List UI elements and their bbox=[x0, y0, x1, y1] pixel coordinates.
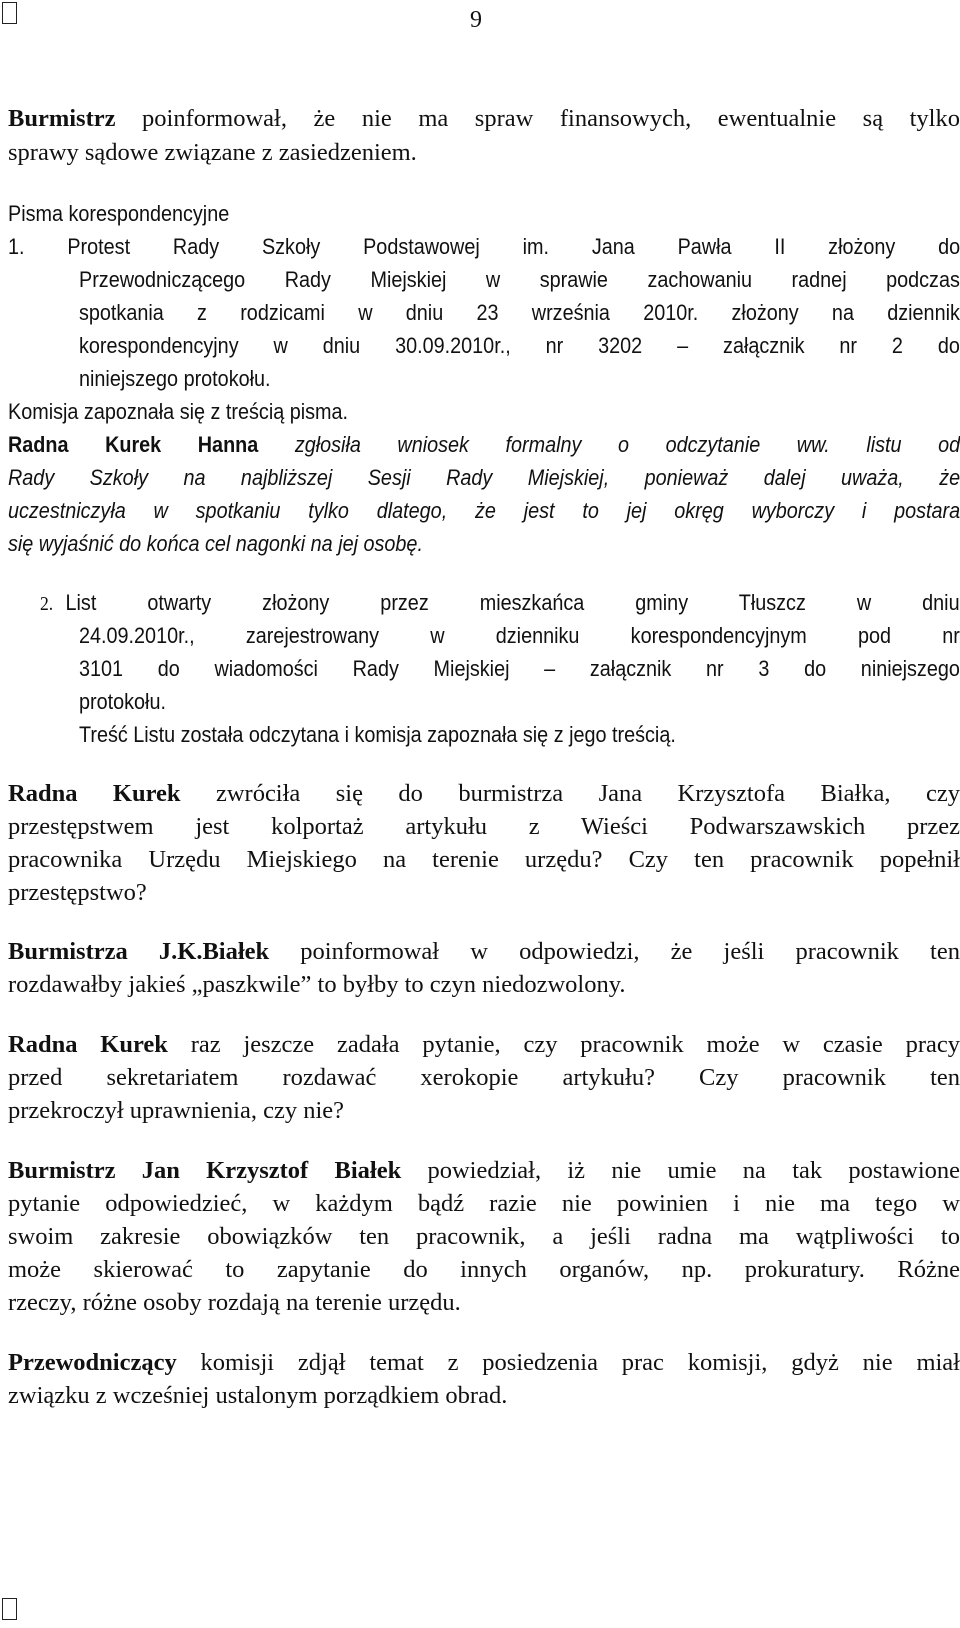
paragraph-text: poinformował, że nie ma spraw finansowych, ewentualnie są tylko bbox=[115, 105, 960, 132]
speaker-name: Radna Kurek bbox=[8, 1031, 168, 1058]
paragraph-text: zwróciła się do burmistrza Jana Krzysztofa Białka, czy bbox=[180, 780, 960, 807]
speaker-name: Burmistrza J.K.Białek bbox=[8, 938, 270, 965]
paragraph-line bbox=[8, 1154, 960, 1187]
speaker-name: Burmistrz bbox=[8, 105, 116, 132]
paragraph-line bbox=[8, 102, 960, 135]
speaker-name: Burmistrz Jan Krzysztof Białek bbox=[8, 1157, 402, 1184]
speaker-name: Przewodniczący bbox=[8, 1349, 177, 1376]
list-item-line: protokołu. bbox=[79, 689, 166, 714]
list-item-text: List otwarty złożony przez mieszkańca gminy Tłuszcz w dniu bbox=[65, 590, 960, 615]
list-item-line bbox=[40, 586, 960, 621]
list-item-line: Przewodniczącego Rady Miejskiej w sprawie zachowaniu radnej podczas bbox=[79, 267, 960, 292]
motion-text: Rady Szkoły na najbliższej Sesji Rady Miejskiej, ponieważ dalej uważa, że bbox=[8, 465, 960, 490]
paragraph-line: przed sekretariatem rozdawać xerokopie artykułu? Czy pracownik ten bbox=[8, 1064, 960, 1091]
motion-line bbox=[8, 527, 423, 560]
speaker-name: Radna Kurek bbox=[8, 780, 181, 807]
paragraph-line: rzeczy, różne osoby rozdają na terenie urzędu. bbox=[8, 1289, 461, 1316]
list-item-line: niniejszego protokołu. bbox=[79, 366, 271, 391]
motion-text: się wyjaśnić do końca cel nagonki na jej osobę. bbox=[8, 531, 423, 556]
paragraph-text: komisji zdjął temat z posiedzenia prac komisji, gdyż nie miał bbox=[176, 1349, 960, 1376]
paragraph-line bbox=[8, 1028, 960, 1061]
speaker-name: Radna Kurek Hanna bbox=[8, 432, 259, 457]
paragraph-line: pracownika Urzędu Miejskiego na terenie urzędu? Czy ten pracownik popełnił bbox=[8, 846, 960, 873]
list-item-line: spotkania z rodzicami w dniu 23 września 2010r. złożony na dziennik bbox=[79, 300, 960, 325]
motion-line bbox=[8, 428, 960, 461]
paragraph-line: może skierować to zapytanie do innych organów, np. prokuratury. Różne bbox=[8, 1256, 960, 1283]
paragraph-text: powiedział, iż nie umie na tak postawione bbox=[401, 1157, 960, 1184]
page-number: 9 bbox=[470, 7, 482, 33]
paragraph-line: przekroczył uprawnienia, czy nie? bbox=[8, 1097, 345, 1124]
list-item-line: korespondencyjny w dniu 30.09.2010r., nr 3202 – załącznik nr 2 do bbox=[79, 333, 960, 358]
paragraph-line bbox=[8, 777, 960, 810]
section-heading: Pisma korespondencyjne bbox=[8, 201, 230, 226]
paragraph-line: przestępstwem jest kolportaż artykułu z Wieści Podwarszawskich przez bbox=[8, 813, 960, 840]
motion-line bbox=[8, 461, 960, 494]
paragraph-text: poinformował w odpowiedzi, że jeśli pracownik ten bbox=[269, 938, 960, 965]
list-item-line: Treść Listu została odczytana i komisja zapoznała się z jego treścią. bbox=[79, 722, 676, 747]
paragraph-line: swoim zakresie obowiązków ten pracownik, a jeśli radna ma wątpliwości to bbox=[8, 1223, 960, 1250]
commission-note: Komisja zapoznała się z treścią pisma. bbox=[8, 399, 349, 424]
paragraph-line: związku z wcześniej ustalonym porządkiem obrad. bbox=[8, 1382, 508, 1409]
motion-text: zgłosiła wniosek formalny o odczytanie ww. listu od bbox=[258, 432, 960, 457]
motion-text: uczestniczyła w spotkaniu tylko dlatego, że jest to jej okręg wyborczy i postara bbox=[8, 498, 960, 523]
list-item-line: 3101 do wiadomości Rady Miejskiej – załącznik nr 3 do niniejszego bbox=[79, 656, 960, 681]
paragraph-line: rozdawałby jakieś „paszkwile” to byłby to czyn niedozwolony. bbox=[8, 971, 626, 998]
page-marker-icon bbox=[2, 1598, 17, 1620]
page-marker-icon bbox=[2, 2, 17, 24]
paragraph-line: sprawy sądowe związane z zasiedzeniem. bbox=[8, 139, 417, 166]
paragraph-line: pytanie odpowiedzieć, w każdym bądź razie nie powinien i nie ma tego w bbox=[8, 1190, 960, 1217]
paragraph-line bbox=[8, 1346, 960, 1379]
list-item-line: 24.09.2010r., zarejestrowany w dzienniku korespondencyjnym pod nr bbox=[79, 623, 960, 648]
paragraph-line bbox=[8, 935, 960, 968]
list-item-line: 1. Protest Rady Szkoły Podstawowej im. Jana Pawła II złożony do bbox=[8, 234, 960, 259]
list-number: 2. bbox=[40, 593, 54, 615]
motion-line bbox=[8, 494, 960, 527]
paragraph-text: raz jeszcze zadała pytanie, czy pracownik może w czasie pracy bbox=[167, 1031, 960, 1058]
paragraph-line: przestępstwo? bbox=[8, 879, 147, 906]
